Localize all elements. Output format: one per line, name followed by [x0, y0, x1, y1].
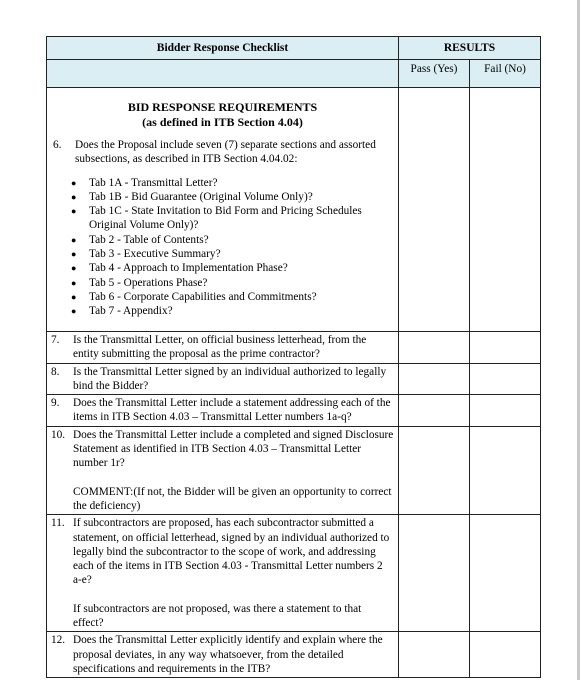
requirements-heading: BID RESPONSE REQUIREMENTS (as defined in ITB Section 4.04)	[127, 100, 318, 129]
bullet-icon: ●	[71, 277, 77, 288]
tab-list	[47, 176, 398, 319]
table-row-q11	[47, 515, 541, 632]
question-number: 7.	[51, 334, 60, 346]
table-row-q12	[47, 632, 541, 678]
fail-cell[interactable]	[470, 426, 541, 514]
list-item: ● Tab 5 - Operations Phase?	[71, 276, 208, 289]
question-number: 6.	[53, 139, 62, 151]
pass-cell[interactable]	[399, 332, 470, 364]
table-row-q10	[47, 426, 541, 514]
checklist-title: Bidder Response Checklist	[47, 37, 399, 60]
question-9	[47, 395, 398, 426]
question-cell	[47, 88, 399, 332]
fail-cell[interactable]	[470, 88, 541, 332]
question-cell	[47, 363, 399, 395]
pass-column-header: Pass (Yes)	[399, 60, 470, 88]
list-item: ● Tab 6 - Corporate Capabilities and Commitments?	[71, 290, 317, 303]
list-item: ● Tab 4 - Approach to Implementation Phase?	[71, 262, 288, 275]
list-item: ● Tab 1B - Bid Guarantee (Original Volume Only)?	[71, 190, 313, 203]
question-number: 11.	[51, 517, 65, 530]
question-7	[47, 332, 398, 363]
fail-cell[interactable]	[470, 395, 541, 427]
list-item: ● Tab 1C - State Invitation to Bid Form and Pricing Schedules Original Volume Only)?	[71, 205, 362, 232]
pass-cell[interactable]	[399, 363, 470, 395]
question-text: Is the Transmittal Letter signed by an individual authorized to legally bind the Bidder?	[73, 365, 387, 392]
question-text: If subcontractors are proposed, has each subcontractor submitted a statement, on official letterhead, signed by an individual authorized to legally bind the subcontractor to the scope of work, and addressing each of the items in ITB Section 4.03 - Transmittal Letter numbers 2 a-e?	[73, 517, 390, 587]
bullet-icon: ●	[71, 234, 77, 245]
fail-column-header: Fail (No)	[470, 60, 541, 88]
table-row-q9	[47, 395, 541, 427]
pass-cell[interactable]	[399, 395, 470, 427]
bullet-icon: ●	[71, 191, 77, 202]
bullet-icon: ●	[71, 306, 77, 317]
list-item: ● Tab 1A - Transmittal Letter?	[71, 176, 218, 189]
list-item: ● Tab 2 - Table of Contents?	[71, 233, 209, 246]
bidder-response-checklist-table	[46, 36, 541, 678]
question-10	[47, 427, 398, 514]
question-number: 12.	[51, 634, 66, 647]
table-row-q7	[47, 332, 541, 364]
pass-cell[interactable]	[399, 426, 470, 514]
question-cell	[47, 515, 399, 632]
question-text: Is the Transmittal Letter, on official business letterhead, from the entity submitting the proposal as the prime contractor?	[73, 334, 367, 361]
question-text: Does the Transmittal Letter include a statement addressing each of the items in ITB Section 4.03 – Transmittal Letter numbers 1a-q?	[73, 397, 391, 424]
question-number: 10.	[51, 428, 66, 441]
blank-header-cell	[47, 60, 399, 88]
bullet-icon: ●	[71, 249, 77, 260]
question-text: Does the Transmittal Letter include a completed and signed Disclosure Statement as identified in ITB Section 4.03 – Transmittal Letter number 1r?	[73, 428, 394, 470]
question-text: Does the Transmittal Letter explicitly identify and explain where the proposal deviates, in any way whatsoever, from the detailed specifications and requirements in the ITB?	[73, 634, 383, 675]
question-number: 8.	[51, 365, 60, 378]
question-cell	[47, 632, 399, 678]
question-6	[47, 137, 398, 168]
pass-cell[interactable]	[399, 88, 470, 332]
question-text: Does the Proposal include seven (7) separate sections and assorted subsections, as described in ITB Section 4.04.02:	[75, 139, 376, 166]
question-11	[47, 515, 398, 631]
pass-cell[interactable]	[399, 632, 470, 678]
fail-cell[interactable]	[470, 515, 541, 632]
fail-cell[interactable]	[470, 632, 541, 678]
question-8	[47, 364, 398, 395]
list-item: ● Tab 7 - Appendix?	[71, 305, 173, 318]
table-row-q6	[47, 88, 541, 332]
question-12	[47, 632, 398, 677]
fail-cell[interactable]	[470, 332, 541, 364]
question-cell	[47, 332, 399, 364]
results-header: RESULTS	[399, 37, 541, 60]
list-item: ● Tab 3 - Executive Summary?	[71, 248, 221, 261]
question-followup: If subcontractors are not proposed, was there a statement to that effect?	[73, 602, 362, 630]
question-comment: COMMENT:(If not, the Bidder will be given an opportunity to correct the deficiency)	[73, 485, 392, 512]
question-number: 9.	[51, 397, 60, 410]
bullet-icon: ●	[71, 263, 77, 274]
table-row-q8	[47, 363, 541, 395]
fail-cell[interactable]	[470, 363, 541, 395]
question-cell	[47, 426, 399, 514]
pass-cell[interactable]	[399, 515, 470, 632]
question-cell	[47, 395, 399, 427]
bullet-icon: ●	[71, 291, 77, 302]
bullet-icon: ●	[71, 206, 77, 217]
bullet-icon: ●	[71, 177, 77, 188]
